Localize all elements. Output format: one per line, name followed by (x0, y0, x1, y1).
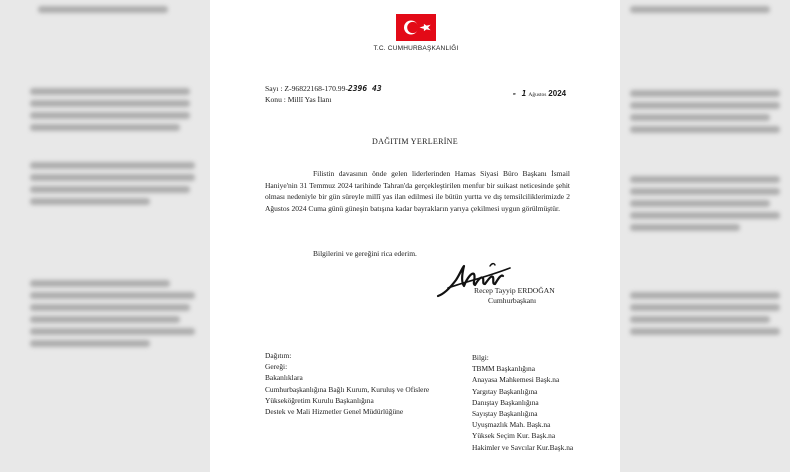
reference-number (265, 84, 382, 94)
body-paragraph-2: Bilgilerini ve gereğini rica ederim. (313, 249, 417, 258)
institution-name: T.C. CUMHURBAŞKANLIĞI (373, 45, 459, 52)
bilgi-item: TBMM Başkanlığına (472, 364, 536, 374)
gereği-item: Bakanlıklara (265, 373, 303, 383)
reference-label: Sayı (265, 84, 279, 93)
date-day-handwritten: - 1 (512, 89, 527, 98)
date-month: Ağustos (528, 92, 547, 98)
distribution-label: Dağıtım: (265, 351, 292, 360)
gereği-item: Yükseköğretim Kurulu Başkanlığına (265, 395, 374, 405)
letter-heading: DAĞITIM YERLERİNE (372, 137, 458, 146)
reference-value: : Z-96822168-170.99- (280, 84, 348, 93)
signatory-name: Recep Tayyip ERDOĞAN (474, 286, 555, 295)
bilgi-item: Sayıştay Başkanlığına (472, 409, 538, 419)
letter-date (512, 89, 566, 100)
date-year: 2024 (548, 89, 567, 98)
distribution-list (265, 350, 429, 417)
subject-label: Konu (265, 95, 282, 104)
bilgi-item: Anayasa Mahkemesi Başk.na (472, 375, 560, 385)
gereği-item: Destek ve Mali Hizmetler Genel Müdürlüğüne (265, 407, 404, 417)
signatory-title: Cumhurbaşkanı (488, 296, 537, 305)
bilgi-item: Uyuşmazlık Mah. Başk.na (472, 420, 551, 430)
bilgi-item: Yüksek Seçim Kur. Başk.na (472, 431, 556, 441)
blurred-background-right (620, 0, 790, 472)
gereği-item: Cumhurbaşkanlığına Bağlı Kurum, Kuruluş ve Ofislere (265, 384, 430, 394)
subject-line (265, 95, 331, 105)
official-letter (210, 0, 620, 472)
reference-handwritten: 2396 43 (347, 84, 382, 93)
body-paragraph-1: Filistin davasının önde gelen liderlerinden Hamas Siyasi Büro Başkanı İsmail Haniye'nin 31 Temmuz 2024 tarihinde Tahran'da gerçekleştirilen menfur bir suikast neticesinde şehit olması nedeniyle bir gün süreyle millî yas ilan edilmesi ile bütün yurtta ve dış temsilciliklerimizde 2 Ağustos 2024 Cuma günü güneşin batışına kadar bayrakların yarıya çekilmesi uygun görülmüştür. (265, 169, 570, 213)
bilgi-item: Danıştay Başkanlığına (472, 397, 539, 407)
turkish-flag-icon (396, 14, 436, 41)
gereği-label: Gereği: (265, 362, 288, 372)
bilgi-label: Bilgi: (472, 353, 489, 362)
subject-value: : Millî Yas İlanı (283, 95, 332, 104)
bilgi-item: Hakimler ve Savcılar Kur.Başk.na (472, 442, 574, 452)
bilgi-item: Yargıtay Başkanlığına (472, 386, 538, 396)
information-list (472, 352, 573, 453)
blurred-background-left (0, 0, 210, 472)
